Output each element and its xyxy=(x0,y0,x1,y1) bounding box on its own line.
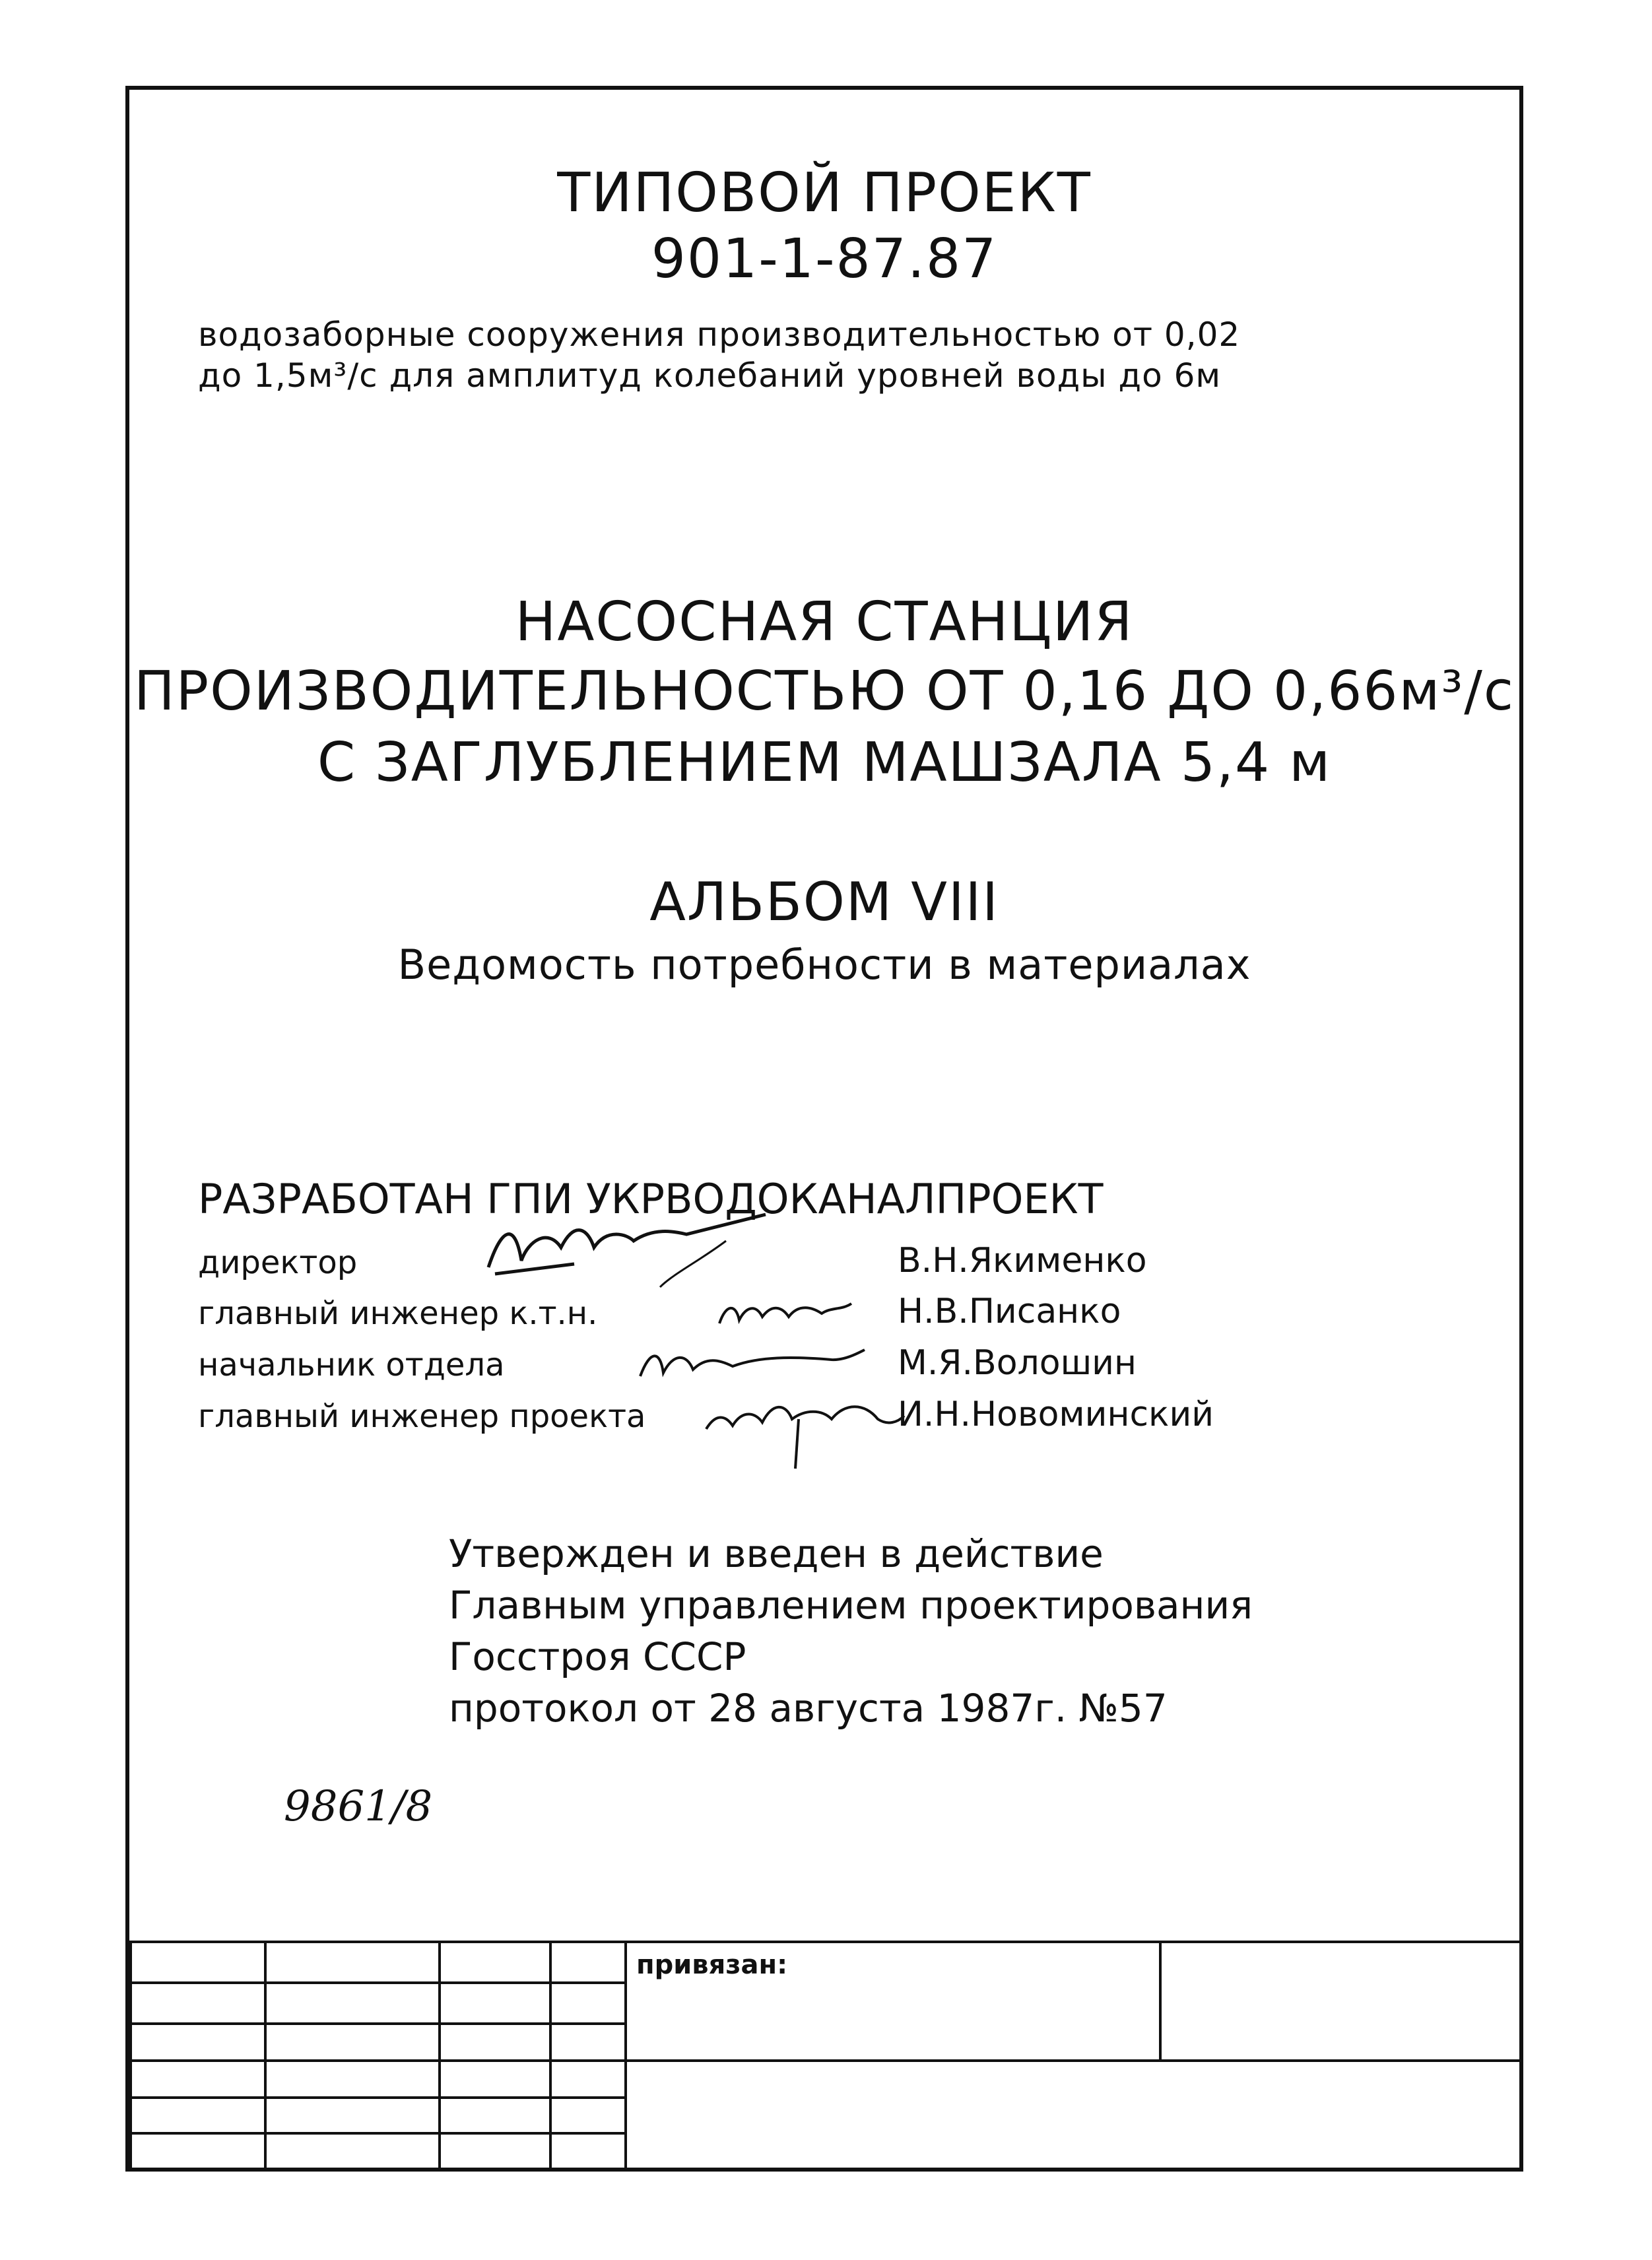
signatory-name: И.Н.Новоминский xyxy=(898,1395,1214,1434)
project-description-line2: до 1,5м³/с для амплитуд колебаний уровней воды до 6м xyxy=(198,356,1222,395)
stamp-cell xyxy=(131,2024,265,2061)
stamp-cell xyxy=(265,2133,440,2169)
stamp-cell xyxy=(440,2024,550,2061)
stamp-cell xyxy=(131,1983,265,2024)
approval-line3: Госстроя СССР xyxy=(449,1634,746,1679)
stamp-cell xyxy=(440,2061,550,2098)
main-title-line1: НАСОСНАЯ СТАНЦИЯ xyxy=(515,591,1134,653)
stamp-cell xyxy=(265,1983,440,2024)
stamp-cell xyxy=(131,2133,265,2169)
bound-to-label: привязан: xyxy=(626,1942,1160,2061)
inventory-code: 9861/8 xyxy=(284,1782,433,1831)
document-frame xyxy=(125,86,1523,2172)
signatory-role: главный инженер к.т.н. xyxy=(198,1295,598,1332)
stamp-cell xyxy=(550,1983,626,2024)
title-block-stamp xyxy=(129,1941,1522,2170)
stamp-cell xyxy=(265,1942,440,1983)
stamp-cell xyxy=(440,1983,550,2024)
approval-line4: протокол от 28 августа 1987г. №57 xyxy=(449,1686,1168,1731)
stamp-cell xyxy=(440,1942,550,1983)
stamp-cell xyxy=(440,2133,550,2169)
signature-chief-project-engineer xyxy=(700,1383,911,1475)
stamp-cell xyxy=(550,1942,626,1983)
project-description-line1: водозаборные сооружения производительностью от 0,02 xyxy=(198,316,1241,354)
signatory-role: директор xyxy=(198,1244,358,1281)
stamp-cell xyxy=(131,1942,265,1983)
signatory-name: М.Я.Волошин xyxy=(898,1343,1137,1383)
stamp-cell xyxy=(131,2061,265,2098)
stamp-cell xyxy=(1160,1942,1521,2061)
signatory-role: начальник отдела xyxy=(198,1346,505,1383)
signature-director xyxy=(475,1201,832,1294)
stamp-cell xyxy=(626,2061,1521,2169)
stamp-cell xyxy=(440,2098,550,2133)
main-title-line3: С ЗАГЛУБЛЕНИЕМ МАШЗАЛА 5,4 м xyxy=(317,731,1332,794)
stamp-cell xyxy=(265,2098,440,2133)
stamp-cell xyxy=(265,2061,440,2098)
stamp-cell xyxy=(131,2098,265,2133)
stamp-cell xyxy=(550,2061,626,2098)
stamp-cell xyxy=(550,2024,626,2061)
album-title: АЛЬБОМ VIII xyxy=(649,871,999,933)
project-type-title: ТИПОВОЙ ПРОЕКТ xyxy=(557,162,1092,224)
stamp-cell xyxy=(265,2024,440,2061)
signatory-name: Н.В.Писанко xyxy=(898,1292,1121,1331)
stamp-cell xyxy=(550,2098,626,2133)
main-title-line2: ПРОИЗВОДИТЕЛЬНОСТЬЮ ОТ 0,16 ДО 0,66м³/с xyxy=(133,660,1515,723)
project-number: 901-1-87.87 xyxy=(651,228,998,290)
album-subtitle: Ведомость потребности в материалах xyxy=(397,941,1251,989)
developer-line: РАЗРАБОТАН ГПИ УКРВОДОКАНАЛПРОЕКТ xyxy=(198,1175,1104,1223)
approval-line2: Главным управлением проектирования xyxy=(449,1583,1253,1628)
signature-department-head xyxy=(634,1337,871,1389)
signatory-role: главный инженер проекта xyxy=(198,1398,646,1435)
signature-chief-engineer xyxy=(713,1290,858,1337)
signatory-name: В.Н.Якименко xyxy=(898,1241,1147,1280)
stamp-cell xyxy=(550,2133,626,2169)
approval-line1: Утвержден и введен в действие xyxy=(449,1531,1104,1576)
